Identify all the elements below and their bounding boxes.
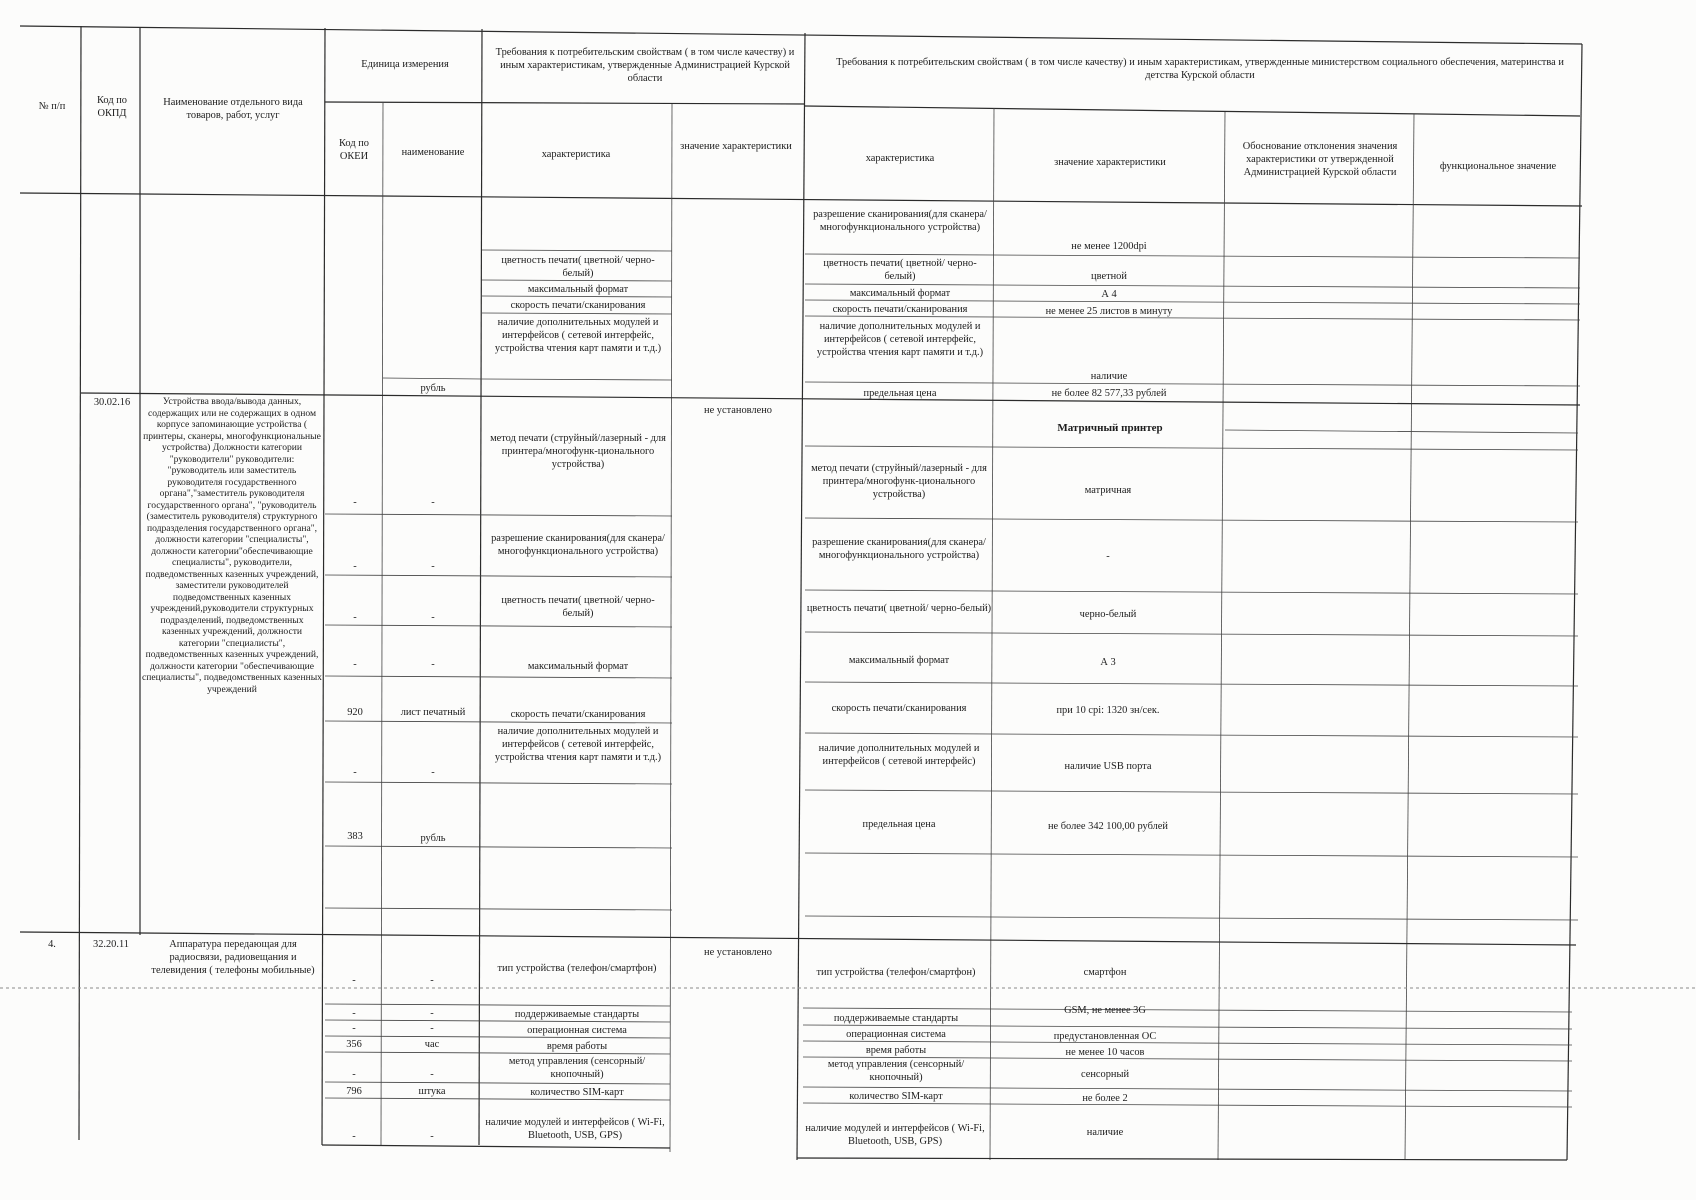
phones-min-char-modules: наличие модулей и интерфейсов ( Wi-Fi, Bluetooth, USB, GPS) — [805, 1123, 985, 1147]
phones-unit-2: - — [430, 1008, 434, 1019]
top-admin-char-speed: скорость печати/сканирования — [510, 300, 646, 311]
phones-min-char-os: операционная система — [846, 1029, 946, 1040]
printers-min-char-format: максимальный формат — [848, 655, 950, 666]
phones-unit-hour: час — [424, 1039, 440, 1050]
header-req-admin: Требования к потребительским свойствам ( в том числе качеству) и иным характеристикам, утвержденные Администрацией Курской области — [495, 47, 795, 84]
phones-okei-796: 796 — [346, 1086, 362, 1097]
header-num: № п/п — [38, 101, 66, 112]
printers-okei-1: - — [353, 497, 357, 508]
header-okpd: Код по ОКПД — [97, 95, 127, 119]
printers-min-value-price: не более 342 100,00 рублей — [1048, 821, 1168, 832]
printers-unit-rub: рубль — [420, 833, 446, 844]
phones-unit-5: - — [430, 1069, 434, 1080]
phones-admin-char-os: операционная система — [527, 1025, 627, 1036]
phones-okei-1: - — [352, 975, 356, 986]
phones-min-value-os: предустановленная ОС — [1053, 1031, 1157, 1042]
printers-admin-char-modules: наличие дополнительных модулей и интерфейсов ( сетевой интерфейс, устройства чтения карт памяти и т.д.) — [494, 726, 662, 763]
phones-admin-char-control: метод управления (сенсорный/кнопочный) — [508, 1056, 646, 1080]
top-min-value-resolution: не менее 1200dpi — [1071, 241, 1147, 252]
printers-min-char-speed: скорость печати/сканирования — [831, 703, 967, 714]
header-unit-name: наименование — [401, 147, 465, 158]
top-min-char-speed: скорость печати/сканирования — [832, 304, 968, 315]
printers-unit-sheet: лист печатный — [400, 707, 466, 718]
printers-okei-3: - — [353, 612, 357, 623]
phones-admin-char-type: тип устройства (телефон/смартфон) — [497, 963, 657, 974]
phones-min-char-time: время работы — [865, 1045, 927, 1056]
phones-okei-356: 356 — [346, 1039, 362, 1050]
top-admin-char-modules: наличие дополнительных модулей и интерфейсов ( сетевой интерфейс, устройства чтения карт памяти и т.д.) — [494, 317, 662, 354]
printers-min-char-color: цветность печати( цветной/ черно-белый) — [806, 603, 992, 614]
phones-admin-char-modules: наличие модулей и интерфейсов ( Wi-Fi, Bluetooth, USB, GPS) — [485, 1117, 665, 1141]
printers-not-set: не установлено — [704, 405, 772, 416]
printers-unit-6: - — [431, 767, 435, 778]
phones-okei-5: - — [352, 1069, 356, 1080]
top-min-char-price: предельная цена — [863, 388, 937, 399]
printers-min-value-method: матричная — [1084, 485, 1132, 496]
top-min-value-color: цветной — [1091, 271, 1127, 282]
phones-okei-2: - — [352, 1008, 356, 1019]
printers-admin-char-resolution: разрешение сканирования(для сканера/многофункционального устройства) — [491, 533, 665, 557]
phones-unit-1: - — [430, 975, 434, 986]
printers-min-value-resolution: - — [1106, 551, 1110, 562]
printers-admin-char-format: максимальный формат — [527, 661, 629, 672]
top-admin-char-color: цветность печати( цветной/ черно-белый) — [501, 255, 655, 279]
printers-admin-char-speed: скорость печати/сканирования — [510, 709, 646, 720]
printers-okpd: 30.02.16 — [93, 397, 131, 408]
phones-min-char-type: тип устройства (телефон/смартфон) — [816, 967, 976, 978]
phones-min-value-sim: не более 2 — [1082, 1093, 1128, 1104]
printers-okei-2: - — [353, 561, 357, 572]
phones-name: Аппаратура передающая для радиосвязи, радиовещания и телевидения ( телефоны мобильные) — [151, 939, 315, 976]
phones-min-value-type: смартфон — [1083, 967, 1127, 978]
top-min-value-speed: не менее 25 листов в минуту — [1045, 306, 1173, 317]
header-functional: функциональное значение — [1439, 161, 1557, 172]
phones-unit-7: - — [430, 1131, 434, 1142]
phones-min-value-standards: GSM, не менее 3G — [1064, 1005, 1146, 1016]
printers-min-value-modules: наличие USB порта — [1064, 761, 1152, 772]
printers-okei-6: - — [353, 767, 357, 778]
header-unit: Единица измерения — [361, 59, 449, 70]
header-char: характеристика — [541, 149, 611, 160]
header-okei: Код по ОКЕИ — [339, 138, 369, 162]
phones-min-value-modules: наличие — [1086, 1127, 1124, 1138]
top-unit-rub: рубль — [420, 383, 446, 394]
printers-min-char-modules: наличие дополнительных модулей и интерфейсов ( сетевой интерфейс) — [818, 743, 980, 767]
phones-min-char-control: метод управления (сенсорный/кнопочный) — [827, 1059, 965, 1083]
top-min-char-resolution: разрешение сканирования(для сканера/многофункционального устройства) — [813, 209, 987, 233]
phones-unit-3: - — [430, 1023, 434, 1034]
printers-min-char-resolution: разрешение сканирования(для сканера/многофункционального устройства) — [812, 537, 986, 561]
top-min-char-modules: наличие дополнительных модулей и интерфейсов ( сетевой интерфейс, устройства чтения карт памяти и т.д.) — [816, 321, 984, 358]
printers-unit-3: - — [431, 612, 435, 623]
phones-min-char-sim: количество SIM-карт — [849, 1091, 943, 1102]
header-name: Наименование отдельного вида товаров, работ, услуг — [163, 97, 303, 121]
phones-min-value-time: не менее 10 часов — [1065, 1047, 1145, 1058]
phones-num: 4. — [48, 939, 56, 950]
printers-admin-char-color: цветность печати( цветной/ черно-белый) — [501, 595, 655, 619]
header-deviation: Обоснование отклонения значения характеристики от утвержденной Администрацией Курской области — [1242, 141, 1398, 178]
printers-subtitle: Матричный принтер — [1057, 422, 1163, 434]
printers-unit-1: - — [431, 497, 435, 508]
phones-admin-char-standards: поддерживаемые стандарты — [514, 1009, 640, 1020]
top-min-char-color: цветность печати( цветной/ черно-белый) — [823, 258, 977, 282]
header-char-value: значение характеристики — [680, 141, 792, 152]
printers-okei-920: 920 — [347, 707, 363, 718]
printers-min-value-format: А 3 — [1100, 657, 1116, 668]
printers-unit-4: - — [431, 659, 435, 670]
phones-okei-7: - — [352, 1131, 356, 1142]
top-min-value-format: А 4 — [1101, 289, 1117, 300]
top-min-char-format: максимальный формат — [849, 288, 951, 299]
phones-admin-char-sim: количество SIM-карт — [530, 1087, 624, 1098]
printers-min-value-color: черно-белый — [1079, 609, 1137, 620]
printers-name: Устройства ввода/вывода данных, содержащих или не содержащих в одном корпусе запоминающие устройства ( принтеры, сканеры, многофункциональные устройства) Должности категории "руководители" руководители: "руководитель или заместитель руководителя государственного органа","заместитель руководителя государственного органа", "руководитель (заместитель руководителя) структурного подразделения государственного органа", должности категории "специалисты", должности категории"обеспечивающие специалисты", руководители, подведомственных казенных учреждений, заместители руководителей подведомственных казенных учреждений,руководители структурных подразделений, подведомственных казенных учреждений, должности категории "специалисты", подведомственных казенных учреждений, должности категории "обеспечивающие специалисты", подведомственных казенных учреждений — [142, 396, 322, 695]
printers-okei-383: 383 — [347, 831, 363, 842]
printers-okei-4: - — [353, 659, 357, 670]
phones-unit-piece: штука — [418, 1086, 446, 1097]
printers-unit-2: - — [431, 561, 435, 572]
header-char-value-2: значение характеристики — [1054, 157, 1166, 168]
printers-min-char-price: предельная цена — [862, 819, 936, 830]
phones-okei-3: - — [352, 1023, 356, 1034]
phones-admin-char-time: время работы — [546, 1041, 608, 1052]
printers-min-value-speed: при 10 cpi: 1320 зн/сек. — [1056, 705, 1160, 716]
header-char-2: характеристика — [865, 153, 935, 164]
header-req-min: Требования к потребительским свойствам ( в том числе качеству) и иным характеристикам, утвержденные министерством социального обеспечения, материнства и детства Курской области — [836, 57, 1564, 81]
printers-min-char-method: метод печати (струйный/лазерный - для принтера/многофунк-ционального устройства) — [811, 463, 987, 500]
phones-okpd: 32.20.11 — [93, 939, 129, 950]
top-min-value-modules: наличие — [1090, 371, 1128, 382]
phones-min-char-standards: поддерживаемые стандарты — [833, 1013, 959, 1024]
printers-admin-char-method: метод печати (струйный/лазерный - для принтера/многофунк-ционального устройства) — [490, 433, 666, 470]
top-min-value-price: не более 82 577,33 рублей — [1051, 388, 1167, 399]
phones-min-value-control: сенсорный — [1080, 1069, 1130, 1080]
phones-not-set: не установлено — [704, 947, 772, 958]
top-admin-char-format: максимальный формат — [527, 284, 629, 295]
